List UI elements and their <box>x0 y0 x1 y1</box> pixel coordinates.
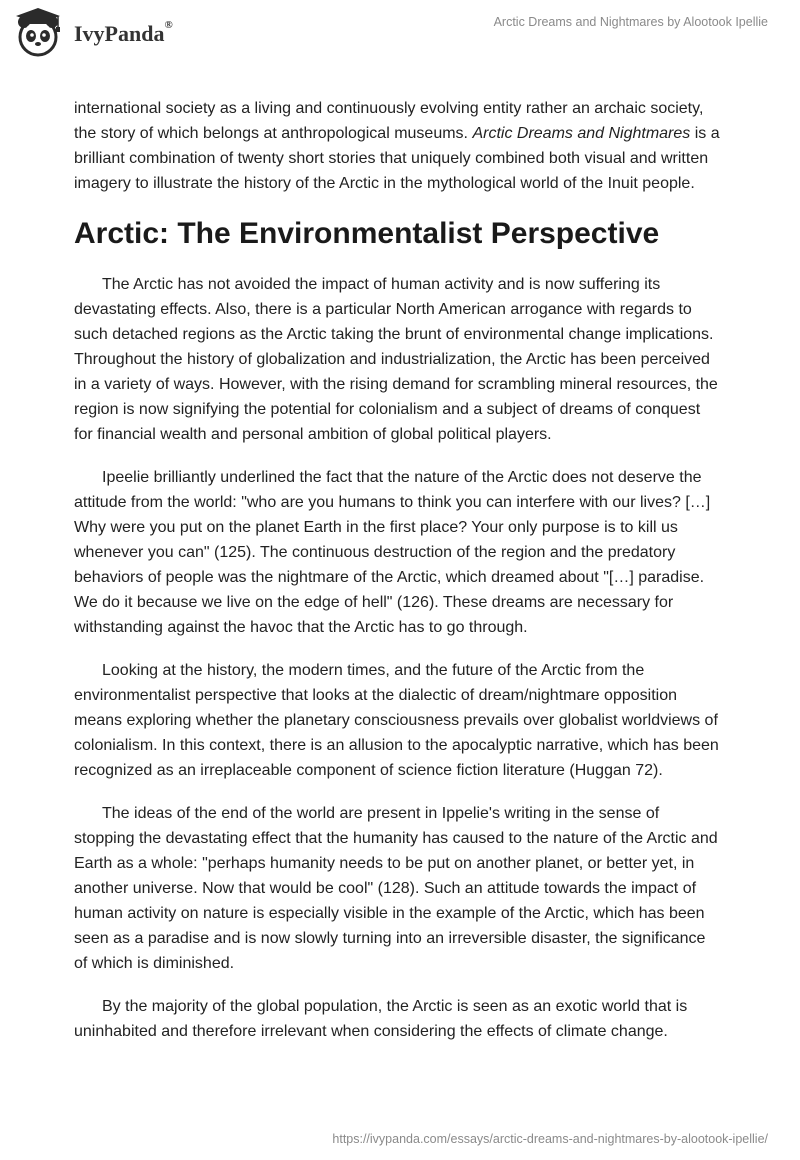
intro-paragraph: international society as a living and continuously evolving entity rather an archaic society, the story of which belongs at anthropological museums. Arctic Dreams and Nightmares is a brilliant combination of twenty short stories that uniquely combined both visual and written imagery to illustrate the history of the Arctic in the mythological world of the Inuit people. <box>74 100 720 192</box>
document-title: Arctic Dreams and Nightmares by Alootook Ipellie <box>493 15 768 29</box>
brand-logo[interactable] <box>14 6 184 60</box>
book-title: Arctic Dreams and Nightmares <box>472 125 691 142</box>
section-heading: Arctic: The Environmentalist Perspective <box>74 217 660 250</box>
panda-graduate-icon <box>14 6 68 60</box>
body-paragraph: By the majority of the global population, the Arctic is seen as an exotic world that is uninhabited and therefore irrelevant when considering the effects of climate change. <box>74 998 688 1040</box>
body-paragraph: Looking at the history, the modern times, and the future of the Arctic from the environmentalist perspective that looks at the dialectic of dream/nightmare opposition means exploring whether the planetary consciousness prevails over globalist worldviews of colonialism. In this context, there is an allusion to the apocalyptic narrative, which has been recognized as an irreplaceable component of science fiction literature (Huggan 72). <box>74 662 719 779</box>
body-paragraph: Ipeelie brilliantly underlined the fact that the nature of the Arctic does not deserve the attitude from the world: "who are you humans to think you can interfere with our lives? […] Why were you put on the planet Earth in the first place? Your only purpose is to kill us whenever you can" (125). The continuous destruction of the region and the predatory behaviors of people was the nightmare of the Arctic, which dreamed about "[…] paradise. We do it because we live on the edge of hell" (126). These dreams are necessary for withstanding against the havoc that the Arctic has to go through. <box>74 469 711 636</box>
body-paragraph: The Arctic has not avoided the impact of human activity and is now suffering its devastating effects. Also, there is a particular North American arrogance with regards to such detached regions as the Arctic taking the brunt of environmental change implications. Throughout the history of globalization and industrialization, the Arctic has been perceived in a variety of ways. However, with the rising demand for scrambling mineral resources, the region is now signifying the potential for colonialism and a subject of dreams of conquest for financial wealth and personal ambition of global political players. <box>74 276 718 443</box>
source-url[interactable]: https://ivypanda.com/essays/arctic-dreams-and-nightmares-by-alootook-ipellie/ <box>332 1132 768 1146</box>
page-header <box>0 0 800 66</box>
body-paragraph: The ideas of the end of the world are present in Ippelie's writing in the sense of stopping the devastating effect that the humanity has caused to the nature of the Arctic and Earth as a whole: "perhaps humanity needs to be put on another planet, or better yet, in another universe. Now that would be cool" (128). Such an attitude towards the impact of human activity on nature is especially visible in the example of the Arctic, which has been seen as a paradise and is now slowly turning into an irreversible disaster, the significance of which is diminished. <box>74 805 718 972</box>
article-body <box>74 96 722 1062</box>
brand-name: IvyPanda® <box>74 19 173 46</box>
